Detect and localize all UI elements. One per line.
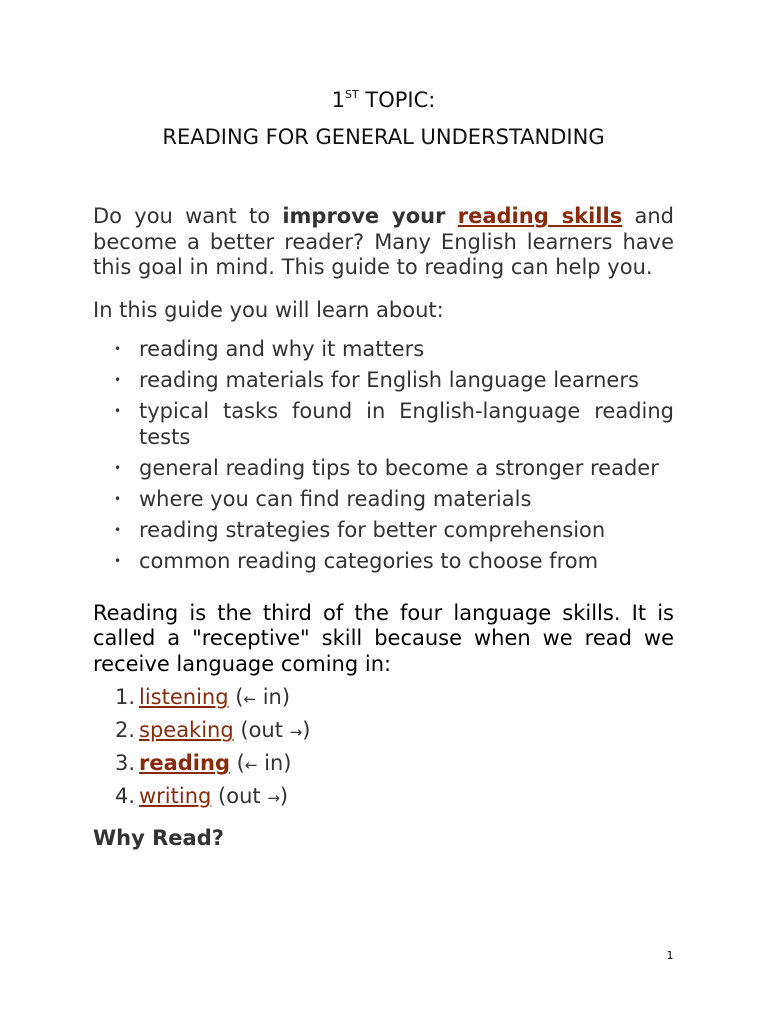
skill-item-speaking [93, 715, 674, 748]
reading-link[interactable]: reading [139, 751, 230, 776]
reading-skills-link[interactable]: reading skills [457, 204, 623, 228]
arrow-left-icon: ← [244, 756, 258, 775]
list-item [93, 487, 674, 513]
skill-direction: in) [262, 685, 291, 710]
why-read-heading: Why Read? [93, 826, 224, 851]
list-item [93, 337, 674, 363]
page-number: 1 [666, 949, 674, 962]
language-skills-list [93, 682, 674, 814]
skill-paren: ( [235, 685, 244, 710]
document-title: READING FOR GENERAL UNDERSTANDING [162, 125, 605, 149]
arrow-left-icon: ← [243, 690, 257, 709]
skill-item-listening [93, 682, 674, 715]
topics-list [93, 337, 674, 575]
skill-paren: ( [236, 751, 245, 776]
intro-text-start: Do you want to [93, 204, 271, 228]
list-item-text: reading and why it matters [139, 336, 425, 361]
guide-lead-text: In this guide you will learn about: [93, 297, 444, 322]
bullet-icon: • [114, 553, 122, 568]
skill-number: 2. [115, 718, 136, 743]
list-item-text: typical tasks found in English-language reading tests [139, 398, 674, 449]
intro-paragraph [93, 204, 674, 281]
receptive-skill-paragraph: Reading is the third of the four language skills. It is called a "receptive" skill because when we read we receive language coming in: [93, 600, 674, 676]
skill-number: 4. [115, 784, 136, 809]
skill-paren: ) [279, 784, 289, 809]
skill-paren: ) [302, 718, 311, 743]
topic-number: 1 [331, 88, 346, 112]
list-item [93, 518, 674, 544]
document-page [93, 86, 674, 852]
skill-direction: (out [218, 784, 261, 809]
topic-label: TOPIC: [365, 88, 436, 112]
bullet-icon: • [114, 491, 122, 506]
skill-item-reading [93, 748, 674, 781]
topic-number-title [93, 86, 674, 114]
speaking-link[interactable]: speaking [139, 718, 234, 743]
list-item-text: general reading tips to become a stronger reader [139, 455, 659, 480]
intro-text-end: and become a better reader? Many English learners have this goal in mind. This guide to reading can help you. [93, 204, 674, 280]
writing-link[interactable]: writing [139, 784, 212, 809]
topic-ordinal-suffix: ST [345, 88, 359, 101]
arrow-right-icon: → [289, 723, 303, 742]
list-item [93, 368, 674, 394]
bullet-icon: • [114, 460, 122, 475]
arrow-right-icon: → [267, 789, 280, 808]
list-item-text: where you can find reading materials [139, 486, 532, 511]
skill-direction: in) [264, 751, 292, 776]
list-item-text: reading materials for English language learners [139, 367, 639, 392]
bullet-icon: • [114, 341, 122, 356]
list-item-text: reading strategies for better comprehension [139, 517, 606, 542]
skill-number: 1. [115, 685, 136, 710]
list-item [93, 399, 674, 450]
listening-link[interactable]: listening [139, 685, 229, 710]
intro-bold-phrase: improve your [282, 204, 446, 228]
skill-item-writing [93, 781, 674, 814]
bullet-icon: • [114, 522, 122, 537]
skill-number: 3. [115, 751, 136, 776]
list-item [93, 456, 674, 482]
list-item [93, 549, 674, 575]
skill-direction: (out [240, 718, 283, 743]
bullet-icon: • [114, 372, 122, 387]
list-item-text: common reading categories to choose from [139, 548, 599, 573]
bullet-icon: • [114, 403, 122, 418]
